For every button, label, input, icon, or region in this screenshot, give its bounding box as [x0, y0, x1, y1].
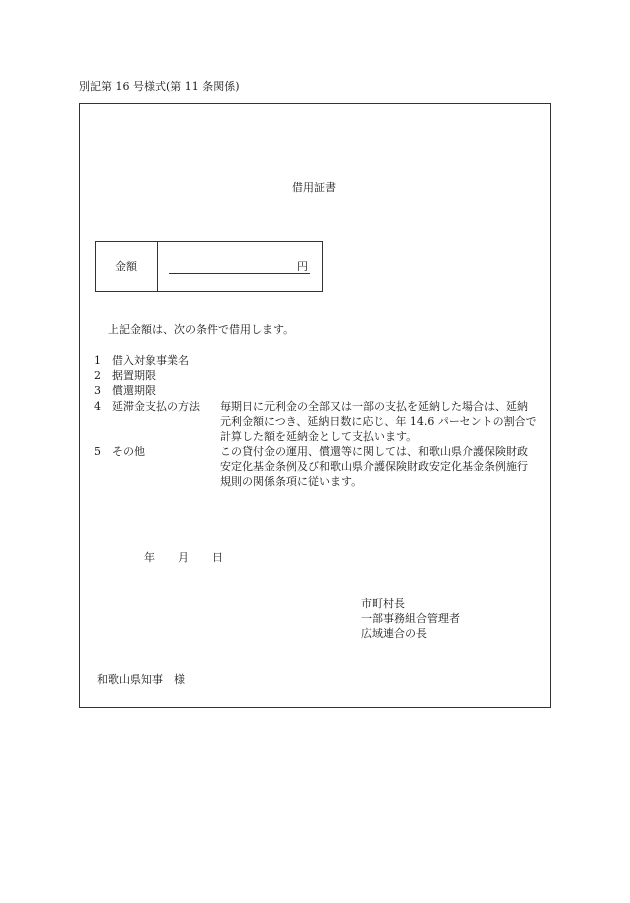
condition-label: 借入対象事業名 [112, 354, 189, 367]
document-title: 借用証書 [292, 181, 336, 194]
condition-text-line: 安定化基金条例及び和歌山県介護保険財政安定化基金条例施行 [220, 460, 528, 473]
addressee: 和歌山県知事 様 [97, 673, 185, 686]
amount-divider [157, 241, 158, 292]
condition-number: 5 [94, 445, 101, 458]
condition-number: 4 [94, 400, 101, 413]
date-month: 月 [178, 551, 189, 564]
amount-unit: 円 [297, 260, 308, 273]
condition-text-line: 元利金額につき、延納日数に応じ、年 14.6 パーセントの割合で [220, 415, 537, 428]
condition-number: 1 [94, 354, 101, 367]
amount-entry-line [169, 273, 310, 274]
form-label: 別記第 16 号様式(第 11 条関係) [79, 80, 240, 93]
condition-label: その他 [112, 445, 145, 458]
condition-number: 3 [94, 384, 101, 397]
condition-text-line: 規則の関係条項に従います。 [220, 475, 363, 488]
condition-text-line: 計算した額を延納金として支払います。 [220, 430, 418, 443]
condition-label: 据置期限 [112, 369, 156, 382]
signer-municipal-head: 市町村長 [361, 597, 405, 610]
condition-label: 延滞金支払の方法 [112, 400, 200, 413]
intro-text: 上記金額は、次の条件で借用します。 [108, 323, 295, 336]
condition-text-line: この貸付金の運用、償還等に関しては、和歌山県介護保険財政 [220, 445, 528, 458]
amount-label: 金額 [115, 260, 137, 273]
date-year: 年 [144, 551, 155, 564]
condition-label: 償還期限 [112, 384, 156, 397]
signer-association-manager: 一部事務組合管理者 [361, 612, 460, 625]
condition-number: 2 [94, 369, 101, 382]
signer-union-head: 広域連合の長 [361, 627, 427, 640]
condition-text-line: 毎期日に元利金の全部又は一部の支払を延納した場合は、延納 [220, 400, 528, 413]
date-day: 日 [212, 551, 223, 564]
